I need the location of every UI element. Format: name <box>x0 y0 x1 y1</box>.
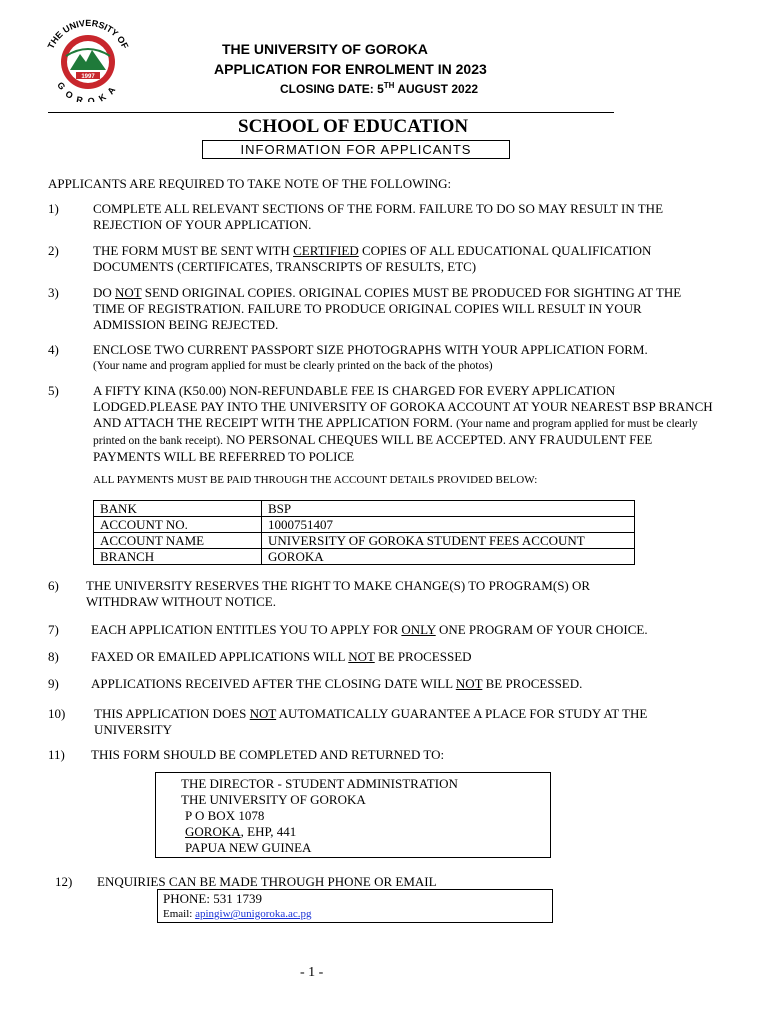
item-number: 7) <box>48 622 59 637</box>
table-row <box>94 517 635 533</box>
table-row <box>94 549 635 565</box>
item-7-underlined: ONLY <box>401 622 436 637</box>
account-label: BRANCH <box>94 549 262 565</box>
item-2-text-b: COPIES OF ALL EDUCATIONAL QUALIFICATION DOCUMENTS (CERTIFICATES, TRANSCRIPTS OF RESULTS, ETC) <box>93 243 652 274</box>
item-10-text <box>94 706 718 738</box>
item-number: 3) <box>48 285 59 300</box>
item-9-text <box>91 676 731 692</box>
closing-date-sup: TH <box>383 81 395 90</box>
item-number: 6) <box>48 578 59 593</box>
item-8-text-b: BE PROCESSED <box>374 649 472 664</box>
item-number: 5) <box>48 383 59 398</box>
return-address-box <box>155 772 551 858</box>
header-divider <box>48 112 614 113</box>
intro-text: APPLICANTS ARE REQUIRED TO TAKE NOTE OF THE FOLLOWING: <box>48 176 452 191</box>
school-title: SCHOOL OF EDUCATION <box>238 116 469 137</box>
item-5-text-a: A FIFTY KINA (K50.00) NON-REFUNDABLE FEE IS CHARGED FOR EVERY APPLICATION LODGED.PLEASE PAY INTO THE UNIVERSITY OF GOROKA ACCOUNT AT YOUR NEAREST BSP BRANCH AND ATTACH THE RECEIPT WITH THE APPLICATION FORM. <box>93 383 713 430</box>
item-5-note: (Your name and program applied for must be clearly printed on the bank receipt). <box>93 418 698 447</box>
item-11-text: THIS FORM SHOULD BE COMPLETED AND RETURNED TO: <box>91 747 445 762</box>
item-4-text: ENCLOSE TWO CURRENT PASSPORT SIZE PHOTOGRAPHS WITH YOUR APPLICATION FORM. <box>93 342 648 357</box>
item-3-text-a: DO <box>93 285 116 300</box>
item-3-text-b: SEND ORIGINAL COPIES. ORIGINAL COPIES MUST BE PRODUCED FOR SIGHTING AT THE TIME OF REGISTRATION. FAILURE TO PRODUCE ORIGINAL COPIES WILL RESULT IN YOUR ADMISSION BEING REJECTED. <box>93 285 682 332</box>
address-city-rest: , EHP, 441 <box>240 824 297 839</box>
item-number: 10) <box>48 706 66 721</box>
item-8-underlined: NOT <box>348 649 375 664</box>
item-2-text-a: THE FORM MUST BE SENT WITH <box>93 243 294 258</box>
item-number: 4) <box>48 342 59 357</box>
item-6-text: THE UNIVERSITY RESERVES THE RIGHT TO MAKE CHANGE(S) TO PROGRAM(S) OR WITHDRAW WITHOUT NOTICE. <box>86 578 591 609</box>
item-number: 8) <box>48 649 59 664</box>
form-title: APPLICATION FOR ENROLMENT IN 2023 <box>214 61 487 77</box>
item-number: 9) <box>48 676 59 691</box>
item-2-underlined: CERTIFIED <box>293 243 359 258</box>
closing-date <box>280 81 478 96</box>
closing-date-prefix: CLOSING DATE: 5 <box>280 82 384 96</box>
item-9-underlined: NOT <box>455 676 483 691</box>
contact-email-label: Email: <box>163 908 196 920</box>
item-8-text <box>91 649 731 665</box>
item-5-text-b: NO PERSONAL CHEQUES WILL BE ACCEPTED. ANY FRAUDULENT FEE PAYMENTS WILL BE REFERRED TO POLICE <box>93 432 653 464</box>
item-number: 11) <box>48 747 65 762</box>
item-8-text-a: FAXED OR EMAILED APPLICATIONS WILL <box>91 649 349 664</box>
account-label: ACCOUNT NAME <box>94 533 262 549</box>
item-9-text-b: BE PROCESSED. <box>482 676 583 691</box>
item-1-text: COMPLETE ALL RELEVANT SECTIONS OF THE FORM. FAILURE TO DO SO MAY RESULT IN THE REJECTION OF YOUR APPLICATION. <box>93 201 664 232</box>
item-12-text: ENQUIRIES CAN BE MADE THROUGH PHONE OR EMAIL <box>97 874 437 889</box>
item-10-underlined: NOT <box>249 706 277 721</box>
payments-note: ALL PAYMENTS MUST BE PAID THROUGH THE ACCOUNT DETAILS PROVIDED BELOW: <box>93 474 538 486</box>
contact-phone: PHONE: 531 1739 <box>163 891 262 906</box>
logo-text-top: THE UNIVERSITY OF <box>45 17 131 51</box>
page-number: - 1 - <box>300 965 324 980</box>
item-3-text <box>93 285 713 333</box>
table-row <box>94 501 635 517</box>
address-line: PAPUA NEW GUINEA <box>185 840 312 855</box>
account-details-table <box>93 500 635 565</box>
item-number: 12) <box>55 874 73 889</box>
address-city: GOROKA <box>185 824 241 839</box>
item-5-text <box>93 383 713 465</box>
address-line: P O BOX 1078 <box>185 808 265 823</box>
item-number: 2) <box>48 243 59 258</box>
address-line: THE UNIVERSITY OF GOROKA <box>181 792 366 807</box>
email-link[interactable]: apingiw@unigoroka.ac.pg <box>195 908 312 920</box>
closing-date-suffix: AUGUST 2022 <box>394 82 479 96</box>
logo-year: 1997 <box>81 74 95 80</box>
item-3-underlined: NOT <box>115 285 142 300</box>
school-subtitle: INFORMATION FOR APPLICANTS <box>202 140 510 159</box>
item-7-text <box>91 622 731 638</box>
item-4-note: (Your name and program applied for must be clearly printed on the back of the photos) <box>93 360 493 372</box>
account-value: UNIVERSITY OF GOROKA STUDENT FEES ACCOUNT <box>262 533 635 549</box>
contact-email-row <box>163 906 312 922</box>
address-line <box>185 824 296 840</box>
account-label: BANK <box>94 501 262 517</box>
item-2-text <box>93 243 711 275</box>
contact-box <box>157 889 553 923</box>
university-logo <box>36 12 140 102</box>
item-number: 1) <box>48 201 59 216</box>
account-label: ACCOUNT NO. <box>94 517 262 533</box>
university-name: THE UNIVERSITY OF GOROKA <box>222 41 428 57</box>
address-line: THE DIRECTOR - STUDENT ADMINISTRATION <box>181 776 458 791</box>
account-value: 1000751407 <box>262 517 635 533</box>
item-7-text-a: EACH APPLICATION ENTITLES YOU TO APPLY FOR <box>91 622 402 637</box>
account-value: BSP <box>262 501 635 517</box>
table-row <box>94 533 635 549</box>
account-value: GOROKA <box>262 549 635 565</box>
item-10-text-b: AUTOMATICALLY GUARANTEE A PLACE FOR STUDY AT THE UNIVERSITY <box>94 706 648 737</box>
logo-text-bottom: GOROKA <box>55 80 121 102</box>
item-9-text-a: APPLICATIONS RECEIVED AFTER THE CLOSING DATE WILL <box>91 676 456 691</box>
item-10-text-a: THIS APPLICATION DOES <box>94 706 250 721</box>
item-7-text-b: ONE PROGRAM OF YOUR CHOICE. <box>435 622 648 637</box>
